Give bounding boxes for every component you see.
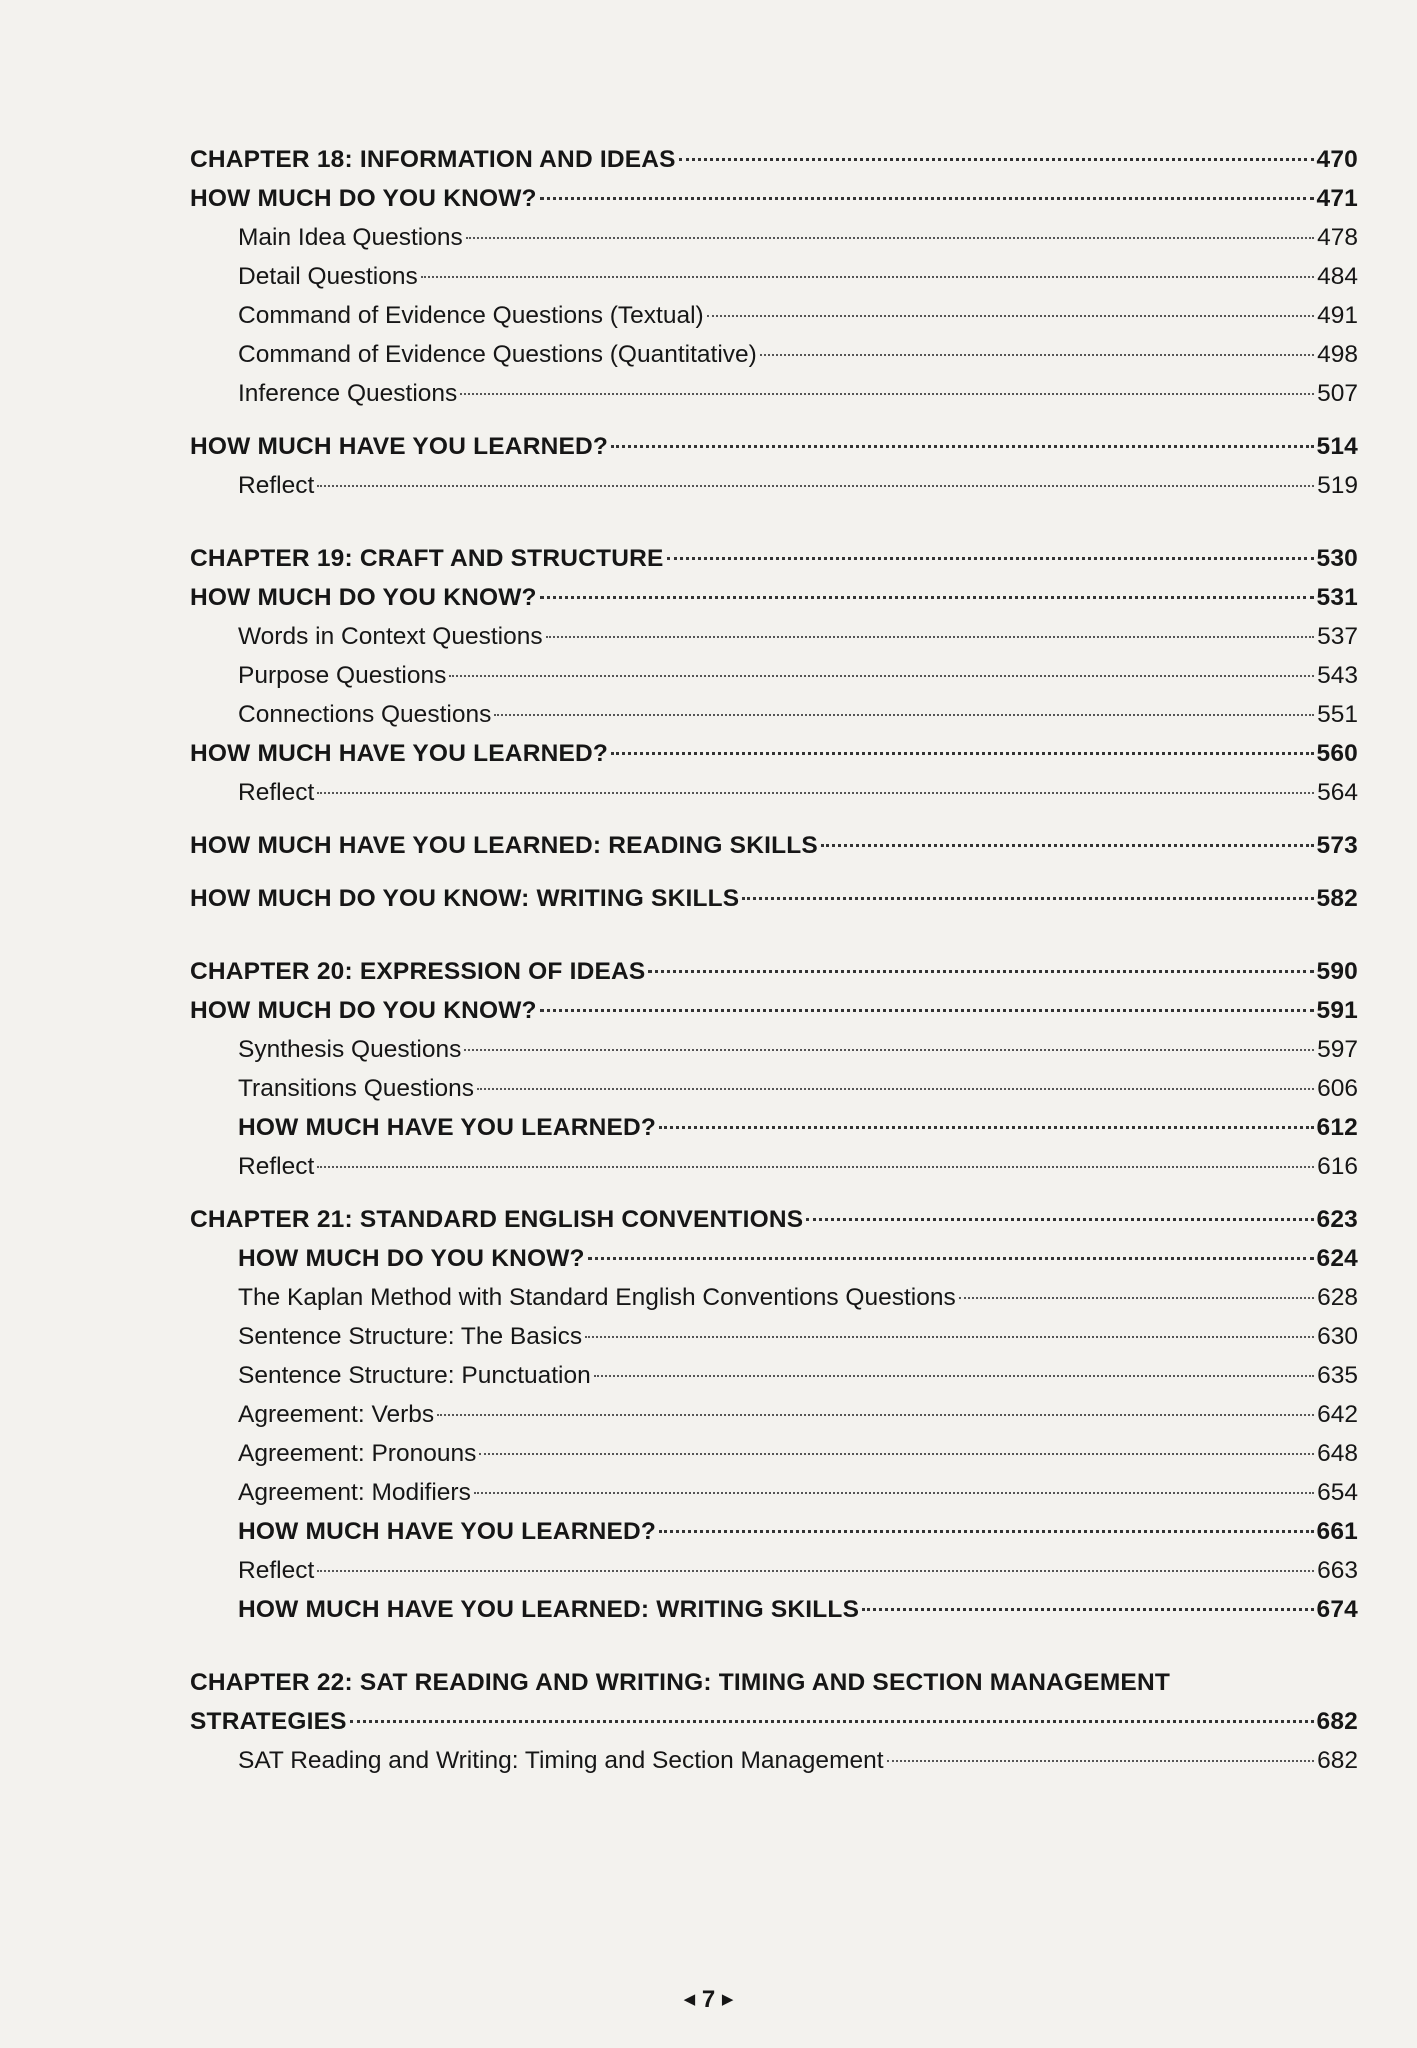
toc-entry-title: Command of Evidence Questions (Textual)	[238, 302, 704, 329]
dot-leader	[437, 1414, 1314, 1416]
toc-entry	[190, 617, 1358, 656]
dot-leader	[588, 1257, 1314, 1260]
toc-entry-title: HOW MUCH HAVE YOU LEARNED?	[238, 1518, 657, 1545]
dot-leader	[667, 557, 1314, 560]
right-arrow-icon: ▶	[721, 1991, 734, 2008]
toc-entry-page: 573	[1316, 832, 1358, 859]
toc-entry-page: 491	[1317, 302, 1358, 329]
toc-entry	[190, 879, 1358, 918]
toc-entry-title: Purpose Questions	[238, 662, 447, 689]
toc-entry-page: 682	[1317, 1747, 1358, 1774]
toc-entry	[190, 257, 1358, 296]
toc-entry-page: 616	[1317, 1153, 1358, 1180]
toc-entry-page: 590	[1316, 958, 1358, 985]
toc-entry-page: 606	[1317, 1075, 1358, 1102]
toc-entry-page: 564	[1317, 779, 1358, 806]
dot-leader	[479, 1453, 1314, 1455]
spacer	[190, 505, 1358, 539]
toc-entry-page: 682	[1316, 1708, 1358, 1735]
toc-entry	[190, 1147, 1358, 1186]
toc-entry	[190, 1200, 1358, 1239]
dot-leader	[466, 237, 1314, 239]
toc-entry	[190, 826, 1358, 865]
toc-entry-title: Agreement: Verbs	[238, 1401, 435, 1428]
dot-leader	[959, 1297, 1314, 1299]
dot-leader	[474, 1492, 1314, 1494]
toc-entry	[190, 466, 1358, 505]
left-arrow-icon: ◀	[683, 1991, 696, 2008]
page-footer	[0, 1986, 1417, 2014]
dot-leader	[460, 393, 1314, 395]
toc-entry-title: CHAPTER 19: CRAFT AND STRUCTURE	[190, 545, 664, 572]
toc-entry-page: 551	[1317, 701, 1358, 728]
dot-leader	[449, 675, 1314, 677]
dot-leader	[317, 1570, 1314, 1572]
toc-entry-title: Synthesis Questions	[238, 1036, 462, 1063]
dot-leader	[679, 158, 1314, 161]
toc-entry-title: The Kaplan Method with Standard English Conventions Questions	[238, 1284, 956, 1311]
toc-entry-title: Transitions Questions	[238, 1075, 475, 1102]
toc-entry-title: HOW MUCH DO YOU KNOW?	[190, 997, 537, 1024]
toc-entry	[190, 539, 1358, 578]
toc-entry-title: HOW MUCH DO YOU KNOW: WRITING SKILLS	[190, 885, 740, 912]
toc-entry	[190, 578, 1358, 617]
spacer	[190, 1629, 1358, 1663]
toc-entry-title: Sentence Structure: The Basics	[238, 1323, 583, 1350]
toc-entry-title: HOW MUCH HAVE YOU LEARNED?	[238, 1114, 657, 1141]
toc-entry-title: HOW MUCH DO YOU KNOW?	[238, 1245, 585, 1272]
dot-leader	[648, 970, 1313, 973]
toc-entry-title: Connections Questions	[238, 701, 492, 728]
toc-entry-title: Reflect	[238, 1153, 315, 1180]
dot-leader	[887, 1760, 1315, 1762]
dot-leader	[806, 1218, 1313, 1221]
dot-leader	[546, 636, 1315, 638]
toc-entry	[190, 1590, 1358, 1629]
toc-entry-title: Words in Context Questions	[238, 623, 543, 650]
toc-entry-title: Inference Questions	[238, 380, 458, 407]
toc-entry	[190, 952, 1358, 991]
page-number: 7	[701, 1986, 716, 2013]
dot-leader	[494, 714, 1314, 716]
toc-entry	[190, 991, 1358, 1030]
table-of-contents	[190, 140, 1358, 1780]
toc-entry-page: 471	[1316, 185, 1358, 212]
toc-entry-title: HOW MUCH HAVE YOU LEARNED: WRITING SKILLS	[238, 1596, 860, 1623]
dot-leader	[350, 1720, 1314, 1723]
toc-entry	[190, 1395, 1358, 1434]
toc-entry-page: 642	[1317, 1401, 1358, 1428]
toc-entry-title: Agreement: Pronouns	[238, 1440, 477, 1467]
toc-entry-page: 560	[1316, 740, 1358, 767]
toc-entry-page: 597	[1317, 1036, 1358, 1063]
toc-entry-page: 630	[1317, 1323, 1358, 1350]
toc-entry	[190, 1702, 1358, 1741]
toc-entry-title: Reflect	[238, 472, 315, 499]
toc-entry	[190, 218, 1358, 257]
toc-entry-page: 470	[1316, 146, 1358, 173]
toc-entry	[190, 140, 1358, 179]
toc-entry	[190, 1551, 1358, 1590]
dot-leader	[540, 596, 1314, 599]
toc-entry-page: 543	[1317, 662, 1358, 689]
toc-entry-page: 661	[1316, 1518, 1358, 1545]
toc-entry-title: STRATEGIES	[190, 1708, 347, 1735]
toc-entry	[190, 1069, 1358, 1108]
toc-entry	[190, 179, 1358, 218]
dot-leader	[760, 354, 1314, 356]
toc-entry	[190, 1741, 1358, 1780]
dot-leader	[611, 752, 1313, 755]
toc-entry-title: CHAPTER 21: STANDARD ENGLISH CONVENTIONS	[190, 1206, 804, 1233]
dot-leader	[317, 792, 1314, 794]
toc-entry	[190, 1239, 1358, 1278]
toc-entry-page: 623	[1316, 1206, 1358, 1233]
toc-entry-page: 519	[1317, 472, 1358, 499]
toc-entry-title: Detail Questions	[238, 263, 418, 290]
toc-entry-page: 537	[1317, 623, 1358, 650]
toc-entry-chapter-22	[190, 1663, 1358, 1780]
toc-entry-page: 663	[1317, 1557, 1358, 1584]
toc-entry-title: Command of Evidence Questions (Quantitative)	[238, 341, 757, 368]
toc-entry	[190, 1356, 1358, 1395]
toc-entry-title: Reflect	[238, 779, 315, 806]
dot-leader	[317, 485, 1314, 487]
dot-leader	[477, 1088, 1314, 1090]
toc-entry-title: Sentence Structure: Punctuation	[238, 1362, 591, 1389]
toc-entry	[190, 656, 1358, 695]
toc-entry-page: 628	[1317, 1284, 1358, 1311]
toc-entry-page: 507	[1317, 380, 1358, 407]
toc-entry-title: Reflect	[238, 1557, 315, 1584]
toc-entry	[190, 773, 1358, 812]
spacer	[190, 1186, 1358, 1200]
toc-entry-page: 498	[1317, 341, 1358, 368]
toc-entry-title: HOW MUCH HAVE YOU LEARNED?	[190, 433, 609, 460]
dot-leader	[862, 1608, 1313, 1611]
dot-leader	[540, 197, 1314, 200]
toc-entry	[190, 1030, 1358, 1069]
toc-entry	[190, 1473, 1358, 1512]
dot-leader	[659, 1530, 1313, 1533]
toc-entry	[190, 296, 1358, 335]
dot-leader	[659, 1126, 1313, 1129]
toc-entry-page: 478	[1317, 224, 1358, 251]
dot-leader	[821, 844, 1314, 847]
dot-leader	[464, 1049, 1314, 1051]
toc-entry	[190, 1434, 1358, 1473]
toc-entry-title: Main Idea Questions	[238, 224, 463, 251]
toc-entry	[190, 734, 1358, 773]
toc-entry	[190, 427, 1358, 466]
toc-entry-title: CHAPTER 18: INFORMATION AND IDEAS	[190, 146, 676, 173]
toc-entry-page: 582	[1316, 885, 1358, 912]
dot-leader	[742, 897, 1313, 900]
toc-entry	[190, 1317, 1358, 1356]
dot-leader	[594, 1375, 1314, 1377]
dot-leader	[540, 1009, 1314, 1012]
toc-entry-page: 531	[1316, 584, 1358, 611]
toc-entry-page: 612	[1316, 1114, 1358, 1141]
toc-entry-title: HOW MUCH DO YOU KNOW?	[190, 185, 537, 212]
dot-leader	[611, 445, 1313, 448]
toc-entry-page: 530	[1316, 545, 1358, 572]
toc-entry-title: HOW MUCH HAVE YOU LEARNED: READING SKILLS	[190, 832, 818, 859]
toc-entry-page: 484	[1317, 263, 1358, 290]
toc-entry	[190, 1278, 1358, 1317]
spacer	[190, 413, 1358, 427]
dot-leader	[707, 315, 1314, 317]
dot-leader	[585, 1336, 1314, 1338]
toc-entry-title: HOW MUCH DO YOU KNOW?	[190, 584, 537, 611]
toc-entry-page: 624	[1316, 1245, 1358, 1272]
spacer	[190, 812, 1358, 826]
toc-entry-page: 514	[1316, 433, 1358, 460]
toc-entry-title: CHAPTER 22: SAT READING AND WRITING: TIMING AND SECTION MANAGEMENT	[190, 1669, 1171, 1696]
toc-list	[190, 140, 1358, 1629]
toc-entry	[190, 335, 1358, 374]
toc-entry	[190, 1512, 1358, 1551]
toc-entry	[190, 374, 1358, 413]
dot-leader	[421, 276, 1314, 278]
toc-entry	[190, 1108, 1358, 1147]
toc-entry-page: 648	[1317, 1440, 1358, 1467]
toc-entry-title: HOW MUCH HAVE YOU LEARNED?	[190, 740, 609, 767]
toc-entry-page: 635	[1317, 1362, 1358, 1389]
toc-entry	[190, 695, 1358, 734]
toc-entry-page: 654	[1317, 1479, 1358, 1506]
toc-entry-title: SAT Reading and Writing: Timing and Section Management	[238, 1747, 884, 1774]
spacer	[190, 865, 1358, 879]
toc-entry-title: CHAPTER 20: EXPRESSION OF IDEAS	[190, 958, 646, 985]
toc-entry-page: 591	[1316, 997, 1358, 1024]
toc-entry-title: Agreement: Modifiers	[238, 1479, 471, 1506]
dot-leader	[317, 1166, 1314, 1168]
spacer	[190, 918, 1358, 952]
toc-entry-page: 674	[1316, 1596, 1358, 1623]
